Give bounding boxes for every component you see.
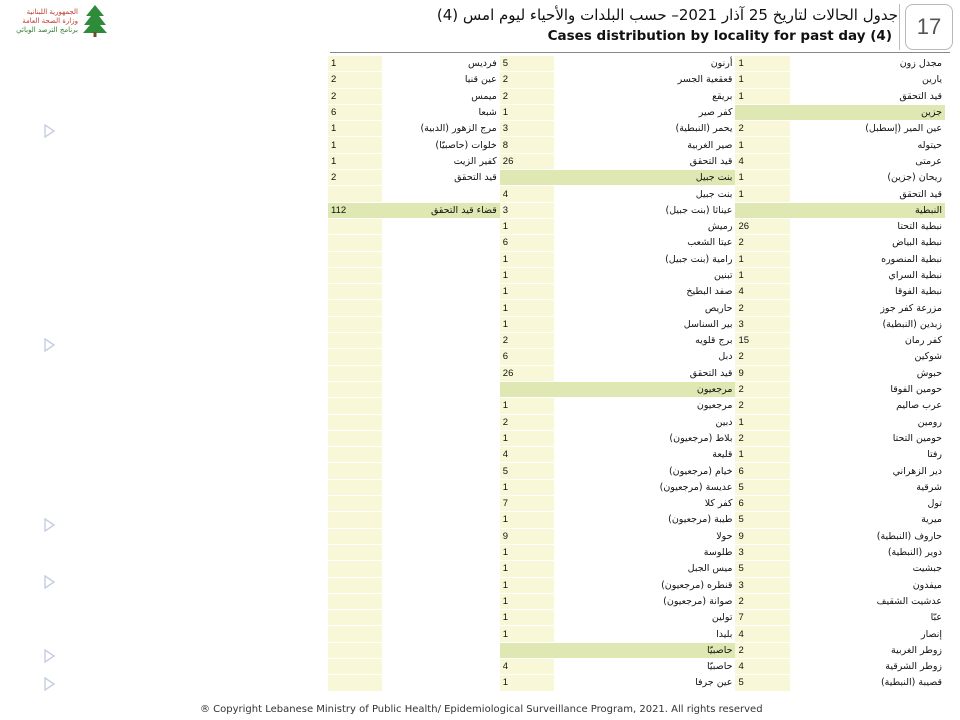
locality-cell: فرديس bbox=[382, 56, 499, 72]
count-cell: 1 bbox=[328, 153, 382, 169]
locality-cell bbox=[382, 235, 499, 251]
count-cell: 7 bbox=[500, 496, 554, 512]
table-row bbox=[328, 610, 945, 626]
count-cell bbox=[500, 642, 554, 658]
locality-cell: طيبة (مرجعيون) bbox=[554, 512, 735, 528]
count-cell: 1 bbox=[500, 544, 554, 560]
table-row bbox=[328, 626, 945, 642]
logo-text bbox=[6, 8, 78, 35]
count-cell bbox=[328, 528, 382, 544]
count-cell: 1 bbox=[328, 137, 382, 153]
count-cell bbox=[500, 381, 554, 397]
locality-cell: حولا bbox=[554, 528, 735, 544]
count-cell: 7 bbox=[735, 610, 789, 626]
left-arrow-icon-6 bbox=[42, 676, 56, 690]
locality-cell: صير الغربية bbox=[554, 137, 735, 153]
count-cell: 9 bbox=[500, 528, 554, 544]
count-cell: 5 bbox=[500, 463, 554, 479]
count-cell: 1 bbox=[500, 284, 554, 300]
locality-cell: قليعة bbox=[554, 447, 735, 463]
count-cell: 2 bbox=[735, 398, 789, 414]
count-cell: 3 bbox=[500, 121, 554, 137]
locality-cell: برج قلويه bbox=[554, 333, 735, 349]
count-cell: 2 bbox=[735, 121, 789, 137]
count-cell: 5 bbox=[735, 479, 789, 495]
locality-cell bbox=[382, 512, 499, 528]
locality-cell: بير السناسل bbox=[554, 316, 735, 332]
table-row bbox=[328, 72, 945, 88]
locality-cell bbox=[382, 284, 499, 300]
locality-cell: كفير الزيت bbox=[382, 153, 499, 169]
locality-cell bbox=[382, 544, 499, 560]
count-cell bbox=[328, 658, 382, 674]
locality-cell: قصيبة (النبطية) bbox=[790, 675, 945, 691]
locality-cell: نبطية السراي bbox=[790, 267, 945, 283]
count-cell: 6 bbox=[735, 463, 789, 479]
locality-cell: عدشيت الشقيف bbox=[790, 593, 945, 609]
locality-cell: عين المير (إسطبل) bbox=[790, 121, 945, 137]
locality-cell: حاروف (النبطية) bbox=[790, 528, 945, 544]
title-underline bbox=[330, 52, 950, 53]
table-row bbox=[328, 235, 945, 251]
locality-cell: حاصبيّا bbox=[554, 658, 735, 674]
table-row bbox=[328, 88, 945, 104]
locality-cell: دبين bbox=[554, 414, 735, 430]
count-cell: 1 bbox=[500, 610, 554, 626]
locality-cell: عين قنيا bbox=[382, 72, 499, 88]
table-row bbox=[328, 528, 945, 544]
count-cell bbox=[328, 284, 382, 300]
locality-cell bbox=[382, 447, 499, 463]
count-cell: 6 bbox=[328, 104, 382, 120]
count-cell: 1 bbox=[328, 121, 382, 137]
count-cell bbox=[328, 544, 382, 560]
count-cell: 5 bbox=[735, 675, 789, 691]
count-cell: 1 bbox=[735, 88, 789, 104]
page-number: 17 bbox=[905, 4, 953, 50]
locality-cell: تبنين bbox=[554, 267, 735, 283]
count-cell bbox=[328, 626, 382, 642]
count-cell: 2 bbox=[735, 349, 789, 365]
table-row bbox=[328, 577, 945, 593]
left-arrow-icon-5 bbox=[42, 648, 56, 662]
locality-cell bbox=[382, 414, 499, 430]
table-row bbox=[328, 512, 945, 528]
locality-cell: يارين bbox=[790, 72, 945, 88]
locality-cell bbox=[382, 658, 499, 674]
title-english: Cases distribution by locality for past day (4) bbox=[547, 28, 892, 44]
count-cell: 5 bbox=[500, 56, 554, 72]
locality-cell bbox=[382, 479, 499, 495]
count-cell bbox=[328, 333, 382, 349]
count-cell: 2 bbox=[500, 88, 554, 104]
left-arrow-icon-1 bbox=[42, 123, 56, 137]
count-cell: 6 bbox=[500, 235, 554, 251]
locality-cell bbox=[382, 381, 499, 397]
logo-line-3: برنامج الترصد الوبائي bbox=[16, 26, 78, 34]
locality-cell: بلاط (مرجعيون) bbox=[554, 430, 735, 446]
table-row bbox=[328, 153, 945, 169]
locality-cell: كفر كلا bbox=[554, 496, 735, 512]
count-cell: 1 bbox=[500, 479, 554, 495]
locality-cell: بريقع bbox=[554, 88, 735, 104]
count-cell: 2 bbox=[500, 333, 554, 349]
count-cell bbox=[500, 170, 554, 186]
count-cell bbox=[328, 642, 382, 658]
count-cell: 26 bbox=[500, 153, 554, 169]
count-cell bbox=[328, 235, 382, 251]
locality-cell: قيد التحقق bbox=[554, 153, 735, 169]
locality-cell: حاصبيّا bbox=[554, 642, 735, 658]
locality-cell bbox=[382, 333, 499, 349]
count-cell: 112 bbox=[328, 202, 382, 218]
count-cell: 26 bbox=[735, 218, 789, 234]
locality-cell: عين جرفا bbox=[554, 675, 735, 691]
locality-cell: حاريص bbox=[554, 300, 735, 316]
count-cell: 5 bbox=[735, 561, 789, 577]
count-cell bbox=[328, 610, 382, 626]
locality-cell: زبدين (النبطية) bbox=[790, 316, 945, 332]
count-cell bbox=[328, 593, 382, 609]
count-cell: 1 bbox=[500, 593, 554, 609]
locality-cell bbox=[382, 267, 499, 283]
locality-cell: قنطره (مرجعيون) bbox=[554, 577, 735, 593]
count-cell: 1 bbox=[500, 577, 554, 593]
table-row bbox=[328, 251, 945, 267]
locality-cell: ميرية bbox=[790, 512, 945, 528]
table-row bbox=[328, 675, 945, 691]
count-cell bbox=[328, 365, 382, 381]
locality-cell: حبوش bbox=[790, 365, 945, 381]
table-row bbox=[328, 202, 945, 218]
count-cell: 1 bbox=[500, 218, 554, 234]
count-cell bbox=[328, 512, 382, 528]
count-cell: 1 bbox=[735, 72, 789, 88]
count-cell: 1 bbox=[735, 251, 789, 267]
count-cell: 26 bbox=[500, 365, 554, 381]
locality-cell: دبل bbox=[554, 349, 735, 365]
locality-cell bbox=[382, 528, 499, 544]
locality-cell: صفد البطيخ bbox=[554, 284, 735, 300]
count-cell: 1 bbox=[500, 430, 554, 446]
locality-cell: حومين التحتا bbox=[790, 430, 945, 446]
locality-cell bbox=[382, 218, 499, 234]
table-row bbox=[328, 104, 945, 120]
count-cell: 1 bbox=[500, 626, 554, 642]
count-cell: 1 bbox=[735, 56, 789, 72]
locality-cell: نبطية البياض bbox=[790, 235, 945, 251]
count-cell bbox=[328, 675, 382, 691]
locality-cell: ميفدون bbox=[790, 577, 945, 593]
locality-cell: عرب صاليم bbox=[790, 398, 945, 414]
count-cell: 4 bbox=[735, 626, 789, 642]
count-cell: 6 bbox=[735, 496, 789, 512]
count-cell bbox=[328, 414, 382, 430]
locality-cell: رفتا bbox=[790, 447, 945, 463]
locality-cell: مرجعيون bbox=[554, 398, 735, 414]
locality-cell: بليدا bbox=[554, 626, 735, 642]
locality-cell: زوطر الغربية bbox=[790, 642, 945, 658]
count-cell bbox=[328, 398, 382, 414]
locality-cell bbox=[382, 561, 499, 577]
locality-cell: ريحان (جزين) bbox=[790, 170, 945, 186]
table-row bbox=[328, 593, 945, 609]
locality-cell: نبطية التحتا bbox=[790, 218, 945, 234]
table-row bbox=[328, 381, 945, 397]
count-cell: 2 bbox=[735, 642, 789, 658]
locality-cell: شوكين bbox=[790, 349, 945, 365]
table-row bbox=[328, 414, 945, 430]
locality-cell: زوطر الشرقية bbox=[790, 658, 945, 674]
count-cell bbox=[328, 479, 382, 495]
locality-cell: جزين bbox=[790, 104, 945, 120]
locality-cell: النبطية bbox=[790, 202, 945, 218]
locality-cell: بنت جبيل bbox=[554, 170, 735, 186]
locality-cell: حومين الفوقا bbox=[790, 381, 945, 397]
count-cell: 5 bbox=[735, 512, 789, 528]
locality-cell bbox=[382, 365, 499, 381]
count-cell: 3 bbox=[500, 202, 554, 218]
count-cell: 1 bbox=[735, 186, 789, 202]
count-cell: 1 bbox=[500, 267, 554, 283]
count-cell: 1 bbox=[735, 170, 789, 186]
count-cell bbox=[328, 381, 382, 397]
cases-table-body bbox=[328, 56, 945, 691]
locality-cell bbox=[382, 593, 499, 609]
count-cell bbox=[328, 267, 382, 283]
count-cell: 9 bbox=[735, 528, 789, 544]
locality-cell: شرقية bbox=[790, 479, 945, 495]
table-row bbox=[328, 121, 945, 137]
count-cell: 4 bbox=[500, 186, 554, 202]
locality-cell: بنت جبيل bbox=[554, 186, 735, 202]
locality-cell: حيتوله bbox=[790, 137, 945, 153]
count-cell bbox=[328, 316, 382, 332]
table-row bbox=[328, 284, 945, 300]
table-row bbox=[328, 56, 945, 72]
locality-cell: شبعا bbox=[382, 104, 499, 120]
count-cell: 1 bbox=[500, 512, 554, 528]
locality-cell: نبطية المنصوره bbox=[790, 251, 945, 267]
table-row bbox=[328, 561, 945, 577]
count-cell: 1 bbox=[735, 267, 789, 283]
count-cell: 15 bbox=[735, 333, 789, 349]
locality-cell: دير الزهراني bbox=[790, 463, 945, 479]
locality-cell: يحمر (النبطية) bbox=[554, 121, 735, 137]
count-cell: 2 bbox=[735, 430, 789, 446]
left-arrow-icon-4 bbox=[42, 574, 56, 588]
table-row bbox=[328, 170, 945, 186]
locality-cell: رومين bbox=[790, 414, 945, 430]
count-cell bbox=[328, 577, 382, 593]
left-arrow-icon-2 bbox=[42, 337, 56, 351]
count-cell bbox=[328, 463, 382, 479]
count-cell bbox=[328, 186, 382, 202]
count-cell: 1 bbox=[735, 137, 789, 153]
locality-cell: قعقعية الجسر bbox=[554, 72, 735, 88]
locality-cell: كفر صير bbox=[554, 104, 735, 120]
locality-cell: مرج الزهور (الدبية) bbox=[382, 121, 499, 137]
count-cell: 9 bbox=[735, 365, 789, 381]
count-cell: 6 bbox=[500, 349, 554, 365]
count-cell: 4 bbox=[500, 447, 554, 463]
count-cell bbox=[328, 300, 382, 316]
cedar-icon bbox=[82, 4, 108, 38]
count-cell: 1 bbox=[500, 675, 554, 691]
count-cell bbox=[735, 104, 789, 120]
locality-cell: مجدل زون bbox=[790, 56, 945, 72]
count-cell: 2 bbox=[735, 235, 789, 251]
locality-cell: عرمتى bbox=[790, 153, 945, 169]
locality-cell: ميمس bbox=[382, 88, 499, 104]
locality-cell: خلوات (حاصبيّا) bbox=[382, 137, 499, 153]
locality-cell: تول bbox=[790, 496, 945, 512]
locality-cell bbox=[382, 610, 499, 626]
count-cell: 2 bbox=[500, 72, 554, 88]
locality-cell bbox=[382, 300, 499, 316]
logo-line-1: الجمهورية اللبنانية bbox=[26, 8, 78, 16]
count-cell: 8 bbox=[500, 137, 554, 153]
locality-cell: عيتا الشعب bbox=[554, 235, 735, 251]
count-cell bbox=[328, 251, 382, 267]
count-cell: 2 bbox=[735, 593, 789, 609]
table-row bbox=[328, 218, 945, 234]
ministry-logo bbox=[6, 4, 106, 40]
count-cell bbox=[328, 496, 382, 512]
count-cell bbox=[735, 202, 789, 218]
count-cell: 2 bbox=[735, 300, 789, 316]
count-cell bbox=[328, 561, 382, 577]
locality-cell: ميس الجبل bbox=[554, 561, 735, 577]
count-cell: 4 bbox=[735, 284, 789, 300]
locality-cell: دوير (النبطية) bbox=[790, 544, 945, 560]
count-cell: 2 bbox=[328, 72, 382, 88]
locality-cell: مزرعة كفر جوز bbox=[790, 300, 945, 316]
locality-cell: رميش bbox=[554, 218, 735, 234]
locality-cell: قيد التحقق bbox=[554, 365, 735, 381]
count-cell: 2 bbox=[328, 170, 382, 186]
count-cell: 1 bbox=[500, 561, 554, 577]
table-row bbox=[328, 658, 945, 674]
locality-cell: عديسة (مرجعيون) bbox=[554, 479, 735, 495]
table-row bbox=[328, 430, 945, 446]
locality-cell: قيد التحقق bbox=[790, 88, 945, 104]
locality-cell: عيناثا (بنت جبيل) bbox=[554, 202, 735, 218]
locality-cell: عبّا bbox=[790, 610, 945, 626]
count-cell bbox=[328, 447, 382, 463]
locality-cell: خيام (مرجعيون) bbox=[554, 463, 735, 479]
count-cell: 1 bbox=[735, 414, 789, 430]
table-row bbox=[328, 544, 945, 560]
count-cell: 3 bbox=[735, 577, 789, 593]
count-cell: 2 bbox=[500, 414, 554, 430]
locality-cell bbox=[382, 316, 499, 332]
locality-cell: طلوسة bbox=[554, 544, 735, 560]
cases-table bbox=[328, 56, 945, 692]
count-cell: 1 bbox=[500, 316, 554, 332]
count-cell: 1 bbox=[500, 251, 554, 267]
table-row bbox=[328, 447, 945, 463]
locality-cell bbox=[382, 496, 499, 512]
locality-cell bbox=[382, 463, 499, 479]
table-row bbox=[328, 333, 945, 349]
locality-cell: صوانة (مرجعيون) bbox=[554, 593, 735, 609]
count-cell: 3 bbox=[735, 544, 789, 560]
count-cell bbox=[328, 349, 382, 365]
header-divider bbox=[899, 4, 900, 50]
table-row bbox=[328, 186, 945, 202]
locality-cell bbox=[382, 577, 499, 593]
locality-cell: قيد التحقق bbox=[790, 186, 945, 202]
locality-cell bbox=[382, 349, 499, 365]
locality-cell bbox=[382, 251, 499, 267]
locality-cell bbox=[382, 186, 499, 202]
count-cell: 1 bbox=[328, 56, 382, 72]
left-arrow-icon-3 bbox=[42, 517, 56, 531]
count-cell: 4 bbox=[500, 658, 554, 674]
count-cell: 4 bbox=[735, 153, 789, 169]
table-row bbox=[328, 365, 945, 381]
locality-cell: إنصار bbox=[790, 626, 945, 642]
table-row bbox=[328, 463, 945, 479]
locality-cell: رامية (بنت جبيل) bbox=[554, 251, 735, 267]
count-cell bbox=[328, 430, 382, 446]
locality-cell bbox=[382, 626, 499, 642]
table-row bbox=[328, 137, 945, 153]
locality-cell: نبطية الفوقا bbox=[790, 284, 945, 300]
copyright-footer: ® Copyright Lebanese Ministry of Public Health/ Epidemiological Surveillance Program, 2021. All rights reserved bbox=[200, 704, 763, 715]
count-cell: 4 bbox=[735, 658, 789, 674]
locality-cell: أرنون bbox=[554, 56, 735, 72]
count-cell: 1 bbox=[500, 398, 554, 414]
logo-line-2: وزارة الصحة العامة bbox=[22, 17, 78, 25]
locality-cell: مرجعيون bbox=[554, 381, 735, 397]
locality-cell: قضاء قيد التحقق bbox=[382, 202, 499, 218]
count-cell: 2 bbox=[328, 88, 382, 104]
table-row bbox=[328, 349, 945, 365]
table-row bbox=[328, 316, 945, 332]
locality-cell bbox=[382, 398, 499, 414]
table-row bbox=[328, 300, 945, 316]
table-row bbox=[328, 642, 945, 658]
title-arabic: جدول الحالات لتاريخ 25 آذار 2021– حسب البلدات والأحياء ليوم امس (4) bbox=[436, 6, 898, 24]
locality-cell bbox=[382, 430, 499, 446]
locality-cell bbox=[382, 675, 499, 691]
locality-cell bbox=[382, 642, 499, 658]
count-cell: 2 bbox=[735, 381, 789, 397]
count-cell: 1 bbox=[500, 300, 554, 316]
table-row bbox=[328, 398, 945, 414]
table-row bbox=[328, 479, 945, 495]
table-row bbox=[328, 267, 945, 283]
count-cell bbox=[328, 218, 382, 234]
count-cell: 1 bbox=[500, 104, 554, 120]
count-cell: 3 bbox=[735, 316, 789, 332]
table-row bbox=[328, 496, 945, 512]
locality-cell: قيد التحقق bbox=[382, 170, 499, 186]
count-cell: 1 bbox=[735, 447, 789, 463]
locality-cell: كفر رمان bbox=[790, 333, 945, 349]
locality-cell: جبشيت bbox=[790, 561, 945, 577]
locality-cell: تولين bbox=[554, 610, 735, 626]
